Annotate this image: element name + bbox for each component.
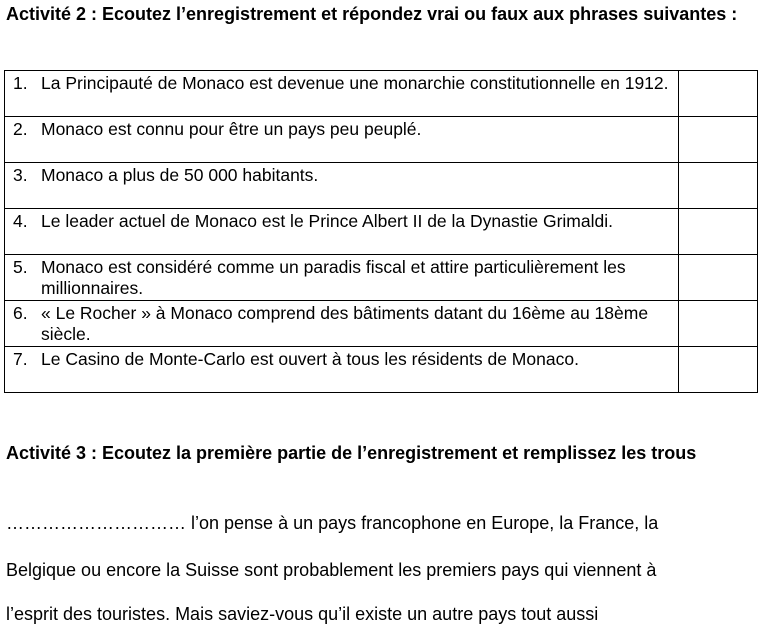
- statement-number: 1.: [13, 73, 28, 93]
- statement-cell: [5, 301, 679, 347]
- activity-3-heading: Activité 3 : Ecoutez la première partie de l’enregistrement et remplissez les trous: [6, 443, 697, 463]
- statement-row: [5, 117, 758, 163]
- answer-cell[interactable]: [679, 71, 758, 117]
- statement-number: 5.: [13, 257, 28, 277]
- statement-number: 7.: [13, 349, 28, 369]
- statement-row: [5, 347, 758, 393]
- statement-row: [5, 71, 758, 117]
- fill-in-paragraph-line-3: l’esprit des touristes. Mais saviez-vous qu’il existe un autre pays tout aussi: [6, 604, 599, 624]
- statement-number: 4.: [13, 211, 28, 231]
- fill-in-paragraph-line-2: Belgique ou encore la Suisse sont probablement les premiers pays qui viennent à: [6, 560, 657, 580]
- answer-cell[interactable]: [679, 347, 758, 393]
- statement-item: [5, 209, 678, 232]
- statement-row: [5, 255, 758, 301]
- statement-item: [5, 301, 678, 345]
- statement-row: [5, 301, 758, 347]
- statement-item: [5, 163, 678, 186]
- statement-cell: [5, 255, 679, 301]
- statement-text: Le Casino de Monte-Carlo est ouvert à tous les résidents de Monaco.: [41, 349, 579, 369]
- answer-cell[interactable]: [679, 163, 758, 209]
- statement-row: [5, 163, 758, 209]
- statement-text: Monaco est connu pour être un pays peu peuplé.: [41, 119, 422, 139]
- answer-cell[interactable]: [679, 117, 758, 163]
- statement-text: Monaco est considéré comme un paradis fiscal et attire particulièrement les millionnaires.: [41, 257, 626, 298]
- statement-number: 2.: [13, 119, 28, 139]
- answer-cell[interactable]: [679, 301, 758, 347]
- statement-item: [5, 347, 678, 370]
- answer-cell[interactable]: [679, 209, 758, 255]
- statement-text: Monaco a plus de 50 000 habitants.: [41, 165, 319, 185]
- statement-cell: [5, 71, 679, 117]
- statement-cell: [5, 117, 679, 163]
- statement-text: Le leader actuel de Monaco est le Prince Albert II de la Dynastie Grimaldi.: [41, 211, 613, 231]
- statement-text: « Le Rocher » à Monaco comprend des bâtiments datant du 16ème au 18ème siècle.: [41, 303, 649, 344]
- statement-cell: [5, 209, 679, 255]
- statement-number: 3.: [13, 165, 28, 185]
- statement-item: [5, 117, 678, 140]
- statement-text: La Principauté de Monaco est devenue une monarchie constitutionnelle en 1912.: [41, 73, 669, 93]
- fill-in-paragraph-line-1: ………………………… l’on pense à un pays francophone en Europe, la France, la: [6, 513, 659, 533]
- statement-cell: [5, 163, 679, 209]
- statement-number: 6.: [13, 303, 28, 323]
- activity-2-heading: Activité 2 : Ecoutez l’enregistrement et répondez vrai ou faux aux phrases suivantes :: [6, 4, 738, 24]
- statement-row: [5, 209, 758, 255]
- statement-cell: [5, 347, 679, 393]
- statement-item: [5, 71, 678, 94]
- statement-item: [5, 255, 678, 299]
- true-false-table-body: [5, 71, 758, 393]
- answer-cell[interactable]: [679, 255, 758, 301]
- true-false-table: [4, 70, 758, 393]
